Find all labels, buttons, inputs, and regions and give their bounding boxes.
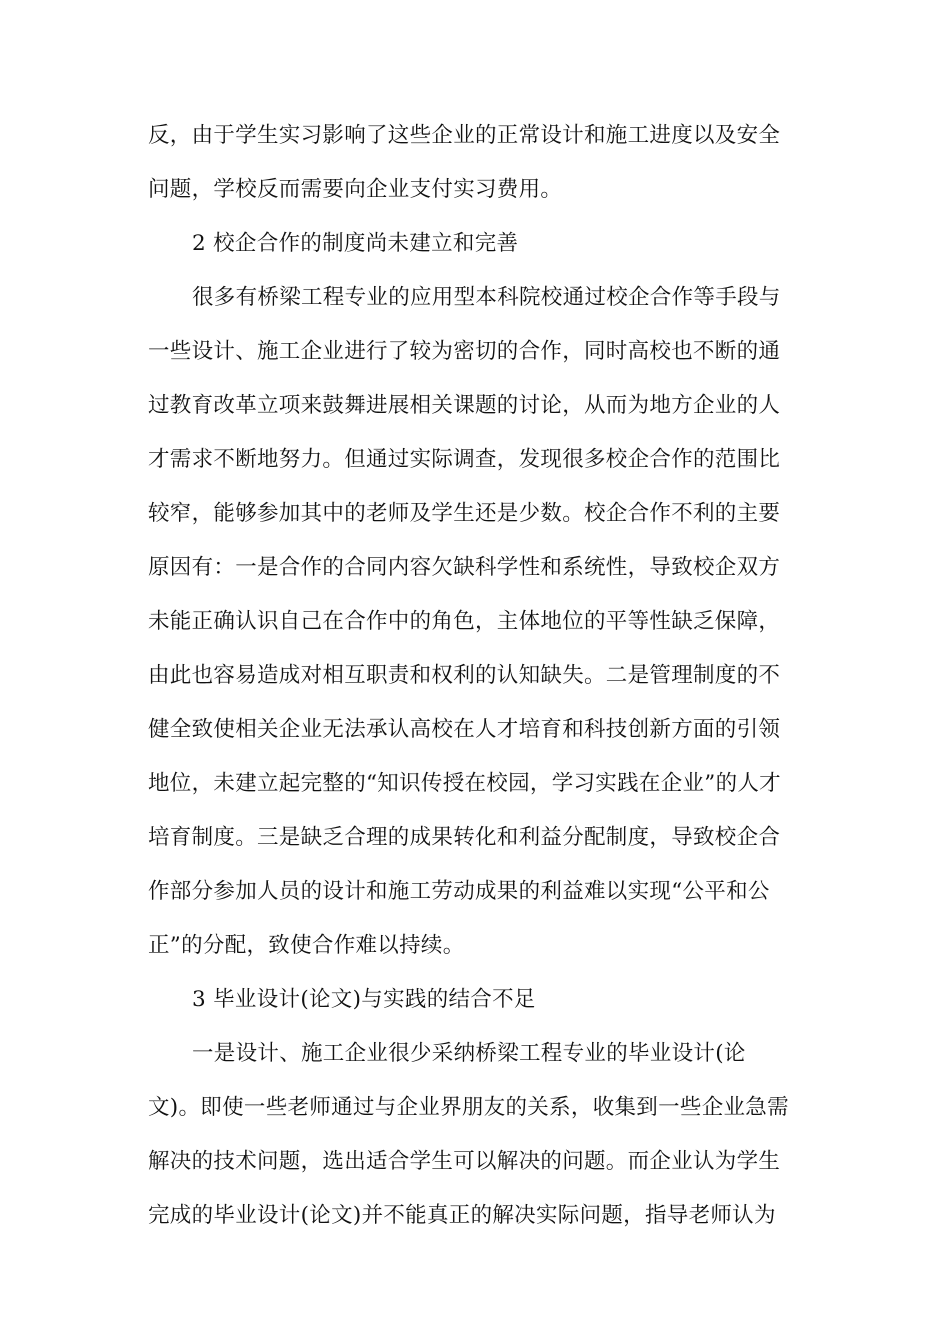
section-heading: 3 毕业设计(论文)与实践的结合不足 — [192, 987, 536, 1012]
text-line: 解决的技术问题，选出适合学生可以解决的问题。而企业认为学生 — [148, 1149, 781, 1174]
text-line: 才需求不断地努力。但通过实际调查，发现很多校企合作的范围比 — [148, 447, 781, 472]
text-line: 正”的分配，致使合作难以持续。 — [148, 933, 465, 958]
text-line: 一是设计、施工企业很少采纳桥梁工程专业的毕业设计(论 — [192, 1041, 746, 1066]
text-line: 完成的毕业设计(论文)并不能真正的解决实际问题，指导老师认为 — [148, 1203, 776, 1228]
text-line: 原因有：一是合作的合同内容欠缺科学性和系统性，导致校企双方 — [148, 555, 781, 580]
text-line: 很多有桥梁工程专业的应用型本科院校通过校企合作等手段与 — [192, 285, 781, 310]
section-heading: 2 校企合作的制度尚未建立和完善 — [192, 231, 519, 256]
text-line: 地位，未建立起完整的“知识传授在校园，学习实践在企业”的人才 — [148, 771, 781, 796]
text-line: 未能正确认识自己在合作中的角色，主体地位的平等性缺乏保障， — [148, 609, 781, 634]
text-line: 问题，学校反而需要向企业支付实习费用。 — [148, 177, 563, 202]
text-line: 培育制度。三是缺乏合理的成果转化和利益分配制度，导致校企合 — [148, 825, 781, 850]
text-line: 一些设计、施工企业进行了较为密切的合作，同时高校也不断的通 — [148, 339, 781, 364]
text-line: 过教育改革立项来鼓舞进展相关课题的讨论，从而为地方企业的人 — [148, 393, 781, 418]
text-line: 作部分参加人员的设计和施工劳动成果的利益难以实现“公平和公 — [148, 879, 770, 904]
text-line: 反，由于学生实习影响了这些企业的正常设计和施工进度以及安全 — [148, 123, 781, 148]
text-line: 由此也容易造成对相互职责和权利的认知缺失。二是管理制度的不 — [148, 663, 781, 688]
text-line: 文)。即使一些老师通过与企业界朋友的关系，收集到一些企业急需 — [148, 1095, 789, 1120]
text-line: 健全致使相关企业无法承认高校在人才培育和科技创新方面的引领 — [148, 717, 781, 742]
text-line: 较窄，能够参加其中的老师及学生还是少数。校企合作不利的主要 — [148, 501, 781, 526]
